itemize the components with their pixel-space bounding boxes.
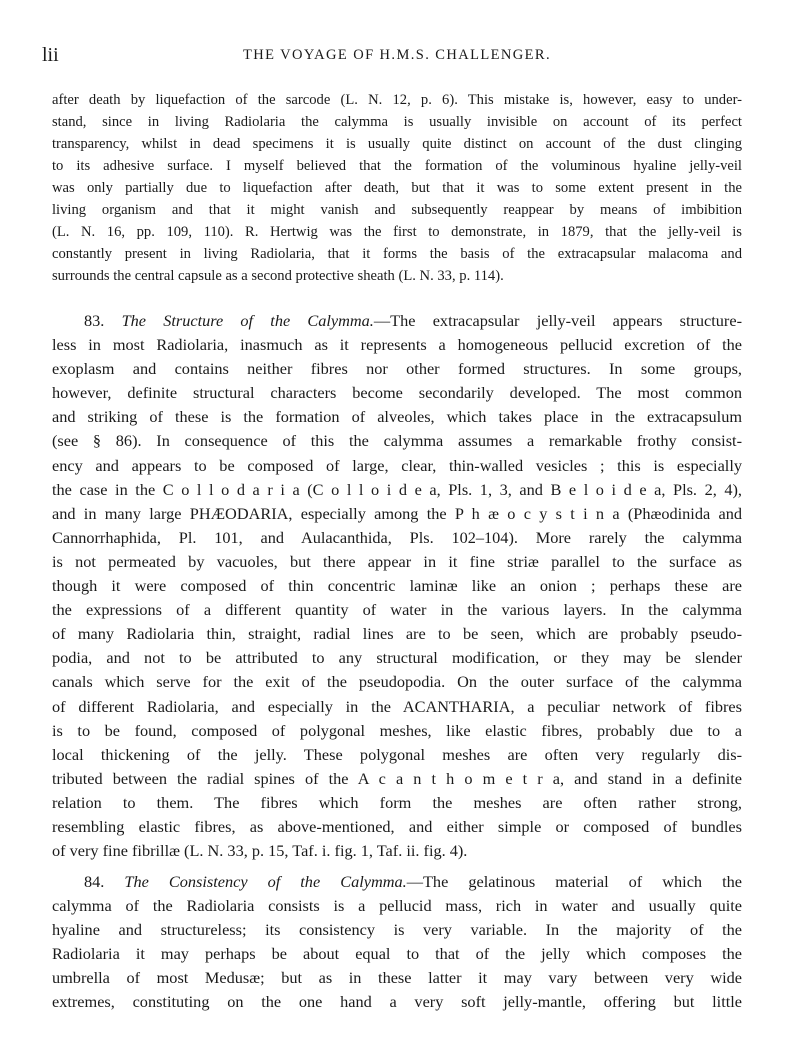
text-line: to its adhesive surface. I myself believed that the formation of the voluminous hyaline jelly-veil (52, 158, 742, 174)
section-number: 83. (84, 311, 105, 330)
text-line: transparency, whilst in dead specimens it is usually quite distinct on account of the dust clinging (52, 136, 742, 152)
text-line: calymma of the Radiolaria consists is a pellucid mass, rich in water and usually quite (52, 896, 742, 916)
text-line: is not permeated by vacuoles, but there appear in it fine striæ parallel to the surface as (52, 551, 742, 571)
text-line: and in many large PHÆODARIA, especially among the P h æ o c y s t i n a (Phæodinida and (52, 503, 742, 523)
text-line: relation to them. The fibres which form the meshes are often rather strong, (52, 792, 742, 812)
text-line: less in most Radiolaria, inasmuch as it represents a homogeneous pellucid excretion of the (52, 335, 742, 355)
text-line: though it were composed of thin concentric laminæ like an onion ; perhaps these are (52, 576, 742, 596)
section-83 (52, 309, 742, 863)
section-heading-line (52, 870, 742, 894)
text-line: extremes, constituting on the one hand a very soft jelly-mantle, offering but little (52, 992, 742, 1012)
text-line: umbrella of most Medusæ; but as in these latter it may vary between very wide (52, 968, 742, 988)
text-line: living organism and that it might vanish and subsequently reappear by means of imbibition (52, 202, 742, 218)
text-line: exoplasm and contains neither fibres nor other formed structures. In some groups, (52, 359, 742, 379)
text-line: however, definite structural characters become secondarily developed. The most common (52, 383, 742, 403)
page-number: lii (42, 44, 59, 66)
section-first-line-text: —The gelatinous material of which the (406, 872, 742, 891)
text-line: hyaline and structureless; its consistency is very variable. In the majority of the (52, 920, 742, 940)
text-line: of many Radiolaria thin, straight, radial lines are to be seen, which are probably pseudo- (52, 624, 742, 644)
section-first-line-text: —The extracapsular jelly-veil appears structure- (373, 311, 742, 330)
text-line: constantly present in living Radiolaria, that it forms the basis of the extracapsular malacoma and (52, 246, 742, 262)
section-number: 84. (84, 872, 105, 891)
text-line: of different Radiolaria, and especially in the ACANTHARIA, a peculiar network of fibres (52, 696, 742, 716)
text-line: canals which serve for the exit of the pseudopodia. On the outer surface of the calymma (52, 672, 742, 692)
text-line: stand, since in living Radiolaria the calymma is usually invisible on account of its perfect (52, 114, 742, 130)
text-line: after death by liquefaction of the sarcode (L. N. 12, p. 6). This mistake is, however, easy to under- (52, 92, 742, 108)
text-line: was only partially due to liquefaction after death, but that it was to some extent present in the (52, 180, 742, 196)
text-line: Cannorrhaphida, Pl. 101, and Aulacanthida, Pls. 102–104). More rarely the calymma (52, 527, 742, 547)
text-line: resembling elastic fibres, as above-mentioned, and either simple or composed of bundles (52, 816, 742, 836)
running-title: THE VOYAGE OF H.M.S. CHALLENGER. (243, 47, 551, 63)
text-line: is to be found, composed of polygonal meshes, like elastic fibres, probably due to a (52, 720, 742, 740)
text-line: Radiolaria it may perhaps be about equal to that of the jelly which composes the (52, 944, 742, 964)
page-header (42, 44, 752, 68)
text-line: local thickening of the jelly. These polygonal meshes are often very regularly dis- (52, 744, 742, 764)
continued-paragraph (52, 89, 742, 287)
text-line: (see § 86). In consequence of this the calymma assumes a remarkable frothy consist- (52, 431, 742, 451)
text-line: the expressions of a different quantity of water in the various layers. In the calymma (52, 600, 742, 620)
text-line: surrounds the central capsule as a second protective sheath (L. N. 33, p. 114). (52, 268, 504, 284)
text-line: (L. N. 16, pp. 109, 110). R. Hertwig was the first to demonstrate, in 1879, that the jelly-veil is (52, 224, 742, 240)
text-line: podia, and not to be attributed to any structural modification, or they may be slender (52, 648, 742, 668)
section-title: The Structure of the Calymma. (121, 311, 374, 330)
text-line: of very fine fibrillæ (L. N. 33, p. 15, Taf. i. fig. 1, Taf. ii. fig. 4). (52, 841, 468, 861)
text-line: ency and appears to be composed of large, clear, thin-walled vesicles ; this is especially (52, 455, 742, 475)
text-line: and striking of these is the formation of alveoles, which takes place in the extracapsulum (52, 407, 742, 427)
section-84 (52, 870, 742, 1015)
text-line: tributed between the radial spines of the A c a n t h o m e t r a, and stand in a definite (52, 768, 742, 788)
text-line: the case in the C o l l o d a r i a (C o l l o i d e a, Pls. 1, 3, and B e l o i d e a, Pls. 2, 4), (52, 479, 742, 499)
section-heading-line (52, 309, 742, 333)
section-title: The Consistency of the Calymma. (124, 872, 407, 891)
